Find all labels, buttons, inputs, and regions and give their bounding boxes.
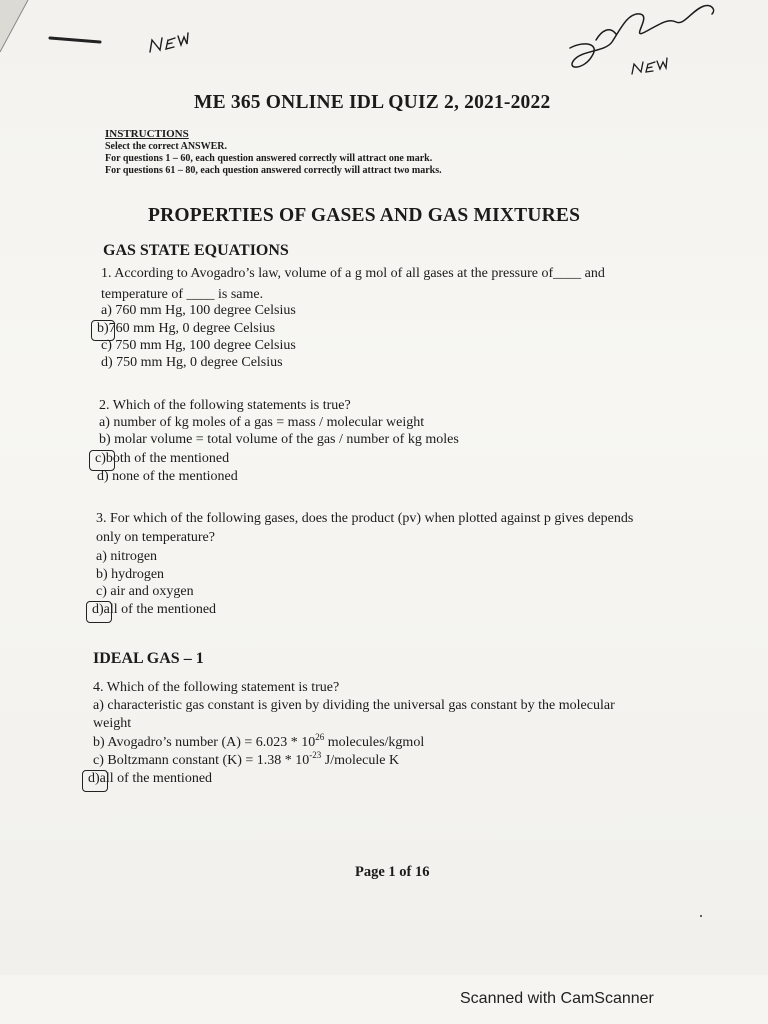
q1-text-2b: is same. — [218, 287, 264, 302]
q3-option-d-label: d) — [92, 602, 104, 617]
q4-option-a-line-1: a) characteristic gas constant is given by dividing the universal gas constant by the molecular — [93, 698, 615, 713]
q3-option-b: b) hydrogen — [96, 567, 165, 582]
q1-blank-2: ____ — [186, 287, 215, 302]
q2-option-a: a) number of kg moles of a gas = mass / molecular weight — [99, 415, 425, 430]
selected-answer-mark — [89, 450, 115, 471]
speck — [700, 915, 702, 917]
q4-option-b-exponent: 26 — [315, 732, 325, 742]
q1-option-b-text: 760 mm Hg, 0 degree Celsius — [108, 321, 276, 336]
question-1-line-2 — [101, 287, 263, 303]
q4-option-a-line-2: weight — [93, 716, 132, 731]
question-1-line-1 — [101, 266, 605, 282]
q4-option-d-text: all of the mentioned — [99, 771, 213, 786]
subsection-title: GAS STATE EQUATIONS — [103, 242, 289, 259]
instructions-heading: INSTRUCTIONS — [105, 128, 189, 140]
instruction-line: For questions 61 – 80, each question answered correctly will attract two marks. — [105, 165, 442, 176]
selected-answer-mark — [86, 601, 112, 623]
page-word: Page — [355, 864, 385, 880]
handwritten-new-left — [150, 33, 188, 52]
q4-option-b-unit: molecules/kgmol — [324, 735, 425, 750]
question-2-stem: 2. Which of the following statements is true? — [99, 398, 351, 413]
q4-option-b — [93, 732, 425, 751]
q1-option-c: c) 750 mm Hg, 100 degree Celsius — [101, 338, 296, 353]
q4-option-d-label: d) — [88, 771, 100, 786]
q1-blank-1: ____ — [553, 266, 582, 281]
instruction-line: For questions 1 – 60, each question answered correctly will attract one mark. — [105, 153, 433, 164]
q1-text: 1. According to Avogadro’s law, volume of a g mol of all gases at the pressure of — [101, 266, 554, 281]
q4-option-c-exponent: -23 — [309, 750, 322, 760]
q3-option-a: a) nitrogen — [96, 549, 158, 564]
q2-option-b: b) molar volume = total volume of the gas / number of kg moles — [99, 432, 459, 447]
instruction-line: Select the correct ANSWER. — [105, 141, 228, 152]
question-3-line-1: 3. For which of the following gases, does the product (pv) when plotted against p gives depends — [96, 511, 634, 526]
page-current: 1 — [388, 864, 396, 880]
page-number — [355, 864, 430, 881]
q2-option-c — [95, 451, 229, 467]
page-total: 16 — [415, 864, 430, 880]
q4-option-c-text: c) Boltzmann constant (K) = 1.38 * 10 — [93, 753, 310, 768]
q1-option-a: a) 760 mm Hg, 100 degree Celsius — [101, 303, 296, 318]
signature — [570, 6, 714, 67]
q1-text-2a: temperature of — [101, 287, 184, 302]
q2-option-c-label: c) — [95, 451, 106, 466]
section-title: PROPERTIES OF GASES AND GAS MIXTURES — [148, 205, 581, 226]
camscanner-watermark: Scanned with CamScanner — [460, 990, 654, 1007]
q1-option-b — [97, 321, 275, 337]
q1-option-b-label: b) — [97, 321, 109, 336]
quiz-title: ME 365 ONLINE IDL QUIZ 2, 2021-2022 — [194, 92, 551, 113]
q3-option-d-text: all of the mentioned — [103, 602, 217, 617]
q1-option-d: d) 750 mm Hg, 0 degree Celsius — [101, 355, 283, 370]
selected-answer-mark — [82, 770, 108, 792]
q4-option-c-unit: J/molecule K — [321, 753, 400, 768]
page-of: of — [399, 864, 412, 880]
q2-option-c-text: both of the mentioned — [105, 451, 230, 466]
q3-option-c: c) air and oxygen — [96, 584, 194, 599]
handwritten-annotations — [0, 0, 768, 90]
question-3-line-2: only on temperature? — [96, 530, 215, 545]
subsection-title: IDEAL GAS – 1 — [93, 650, 204, 667]
q4-option-c — [93, 750, 400, 769]
q2-option-d: d) none of the mentioned — [97, 469, 238, 484]
q1-and: and — [584, 266, 605, 281]
question-4-stem: 4. Which of the following statement is true? — [93, 680, 340, 695]
q4-option-b-text: b) Avogadro’s number (A) = 6.023 * 10 — [93, 735, 316, 750]
handwritten-new-right — [632, 58, 667, 74]
